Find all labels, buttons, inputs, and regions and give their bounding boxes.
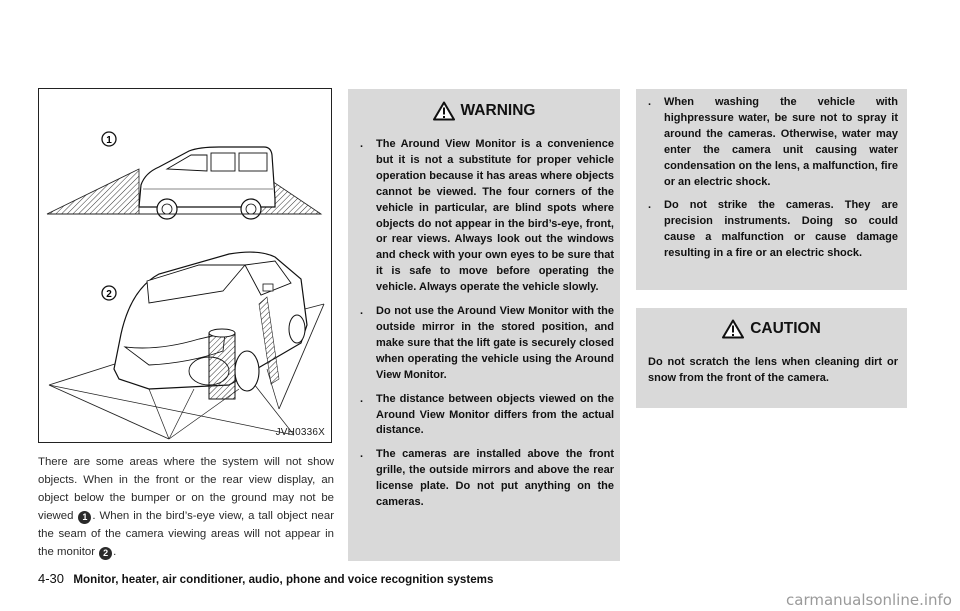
caution-text: Do not scratch the lens when cleaning dirt or snow from the front of the camera. bbox=[648, 356, 898, 384]
warning-list bbox=[358, 137, 614, 519]
warning-item: . When washing the vehicle with highpressure water, be sure not to spray it around the cameras. Otherwise, water may enter the camera unit causing water condensation on the lens, a malfunction, fire or an electric shock. bbox=[646, 95, 898, 190]
marker-1-inline: 1 bbox=[78, 511, 91, 524]
marker-2-inline: 2 bbox=[99, 547, 112, 560]
warning-item: . Do not use the Around View Monitor with the outside mirror in the stored position, and make sure that the lift gate is securely closed when operating the vehicle using the Around View Monitor. bbox=[358, 304, 614, 384]
perspective-view-van bbox=[49, 252, 324, 439]
caution-heading bbox=[636, 317, 907, 341]
caution-box bbox=[636, 308, 907, 408]
warning-box-continued bbox=[636, 89, 907, 290]
warning-item: . Do not strike the cameras. They are precision instruments. Doing so could cause a malfunction or cause damage resulting in a fire or an electric shock. bbox=[646, 198, 898, 262]
marker-1 bbox=[102, 132, 116, 146]
caution-title: CAUTION bbox=[750, 320, 821, 337]
warning-item: . The Around View Monitor is a convenience but it is not a substitute for proper vehicle operation because it has areas where objects cannot be viewed. The four corners of the vehicle in particular, are blind spots where objects do not appear in the bird’s-eye, front, or rear views. Always look out the windows and check with your own eyes to be sure that it is safe to move before operating the vehicle. Always operate the vehicle slowly. bbox=[358, 137, 614, 296]
warning-box bbox=[348, 89, 620, 561]
figure-code: JVH0336X bbox=[275, 427, 325, 438]
illustration-figure bbox=[38, 88, 332, 443]
intro-text-2: . When in the bird’s-eye view, a tall object near the seam of the camera viewing areas will not appear in the monitor bbox=[38, 510, 334, 558]
watermark: carmanualsonline.info bbox=[786, 591, 952, 609]
camera-view-diagram bbox=[39, 89, 333, 444]
warning-title: WARNING bbox=[460, 102, 536, 119]
warning-item: . The cameras are installed above the front grille, the outside mirrors and above the rear license plate. Do not put anything on the cameras. bbox=[358, 447, 614, 511]
marker-2 bbox=[102, 286, 116, 300]
section-title: Monitor, heater, air conditioner, audio, phone and voice recognition systems bbox=[73, 573, 494, 586]
page-number: 4-30 bbox=[38, 571, 65, 586]
intro-text-3: . bbox=[113, 546, 117, 558]
svg-text:2: 2 bbox=[106, 289, 112, 300]
warning-list-continued bbox=[646, 95, 898, 270]
caution-triangle-icon bbox=[722, 319, 744, 339]
warning-triangle-icon bbox=[433, 101, 455, 121]
warning-item: . The distance between objects viewed on the Around View Monitor differs from the actual distance. bbox=[358, 392, 614, 440]
svg-text:1: 1 bbox=[106, 135, 112, 146]
page-footer bbox=[38, 571, 493, 586]
side-view-van bbox=[47, 147, 321, 219]
warning-heading bbox=[348, 99, 620, 123]
intro-text-1: There are some areas where the system will not show objects. When in the front or the rear view display, an object below the bumper or on the ground may not be viewed bbox=[38, 456, 334, 522]
intro-paragraph bbox=[38, 453, 334, 561]
